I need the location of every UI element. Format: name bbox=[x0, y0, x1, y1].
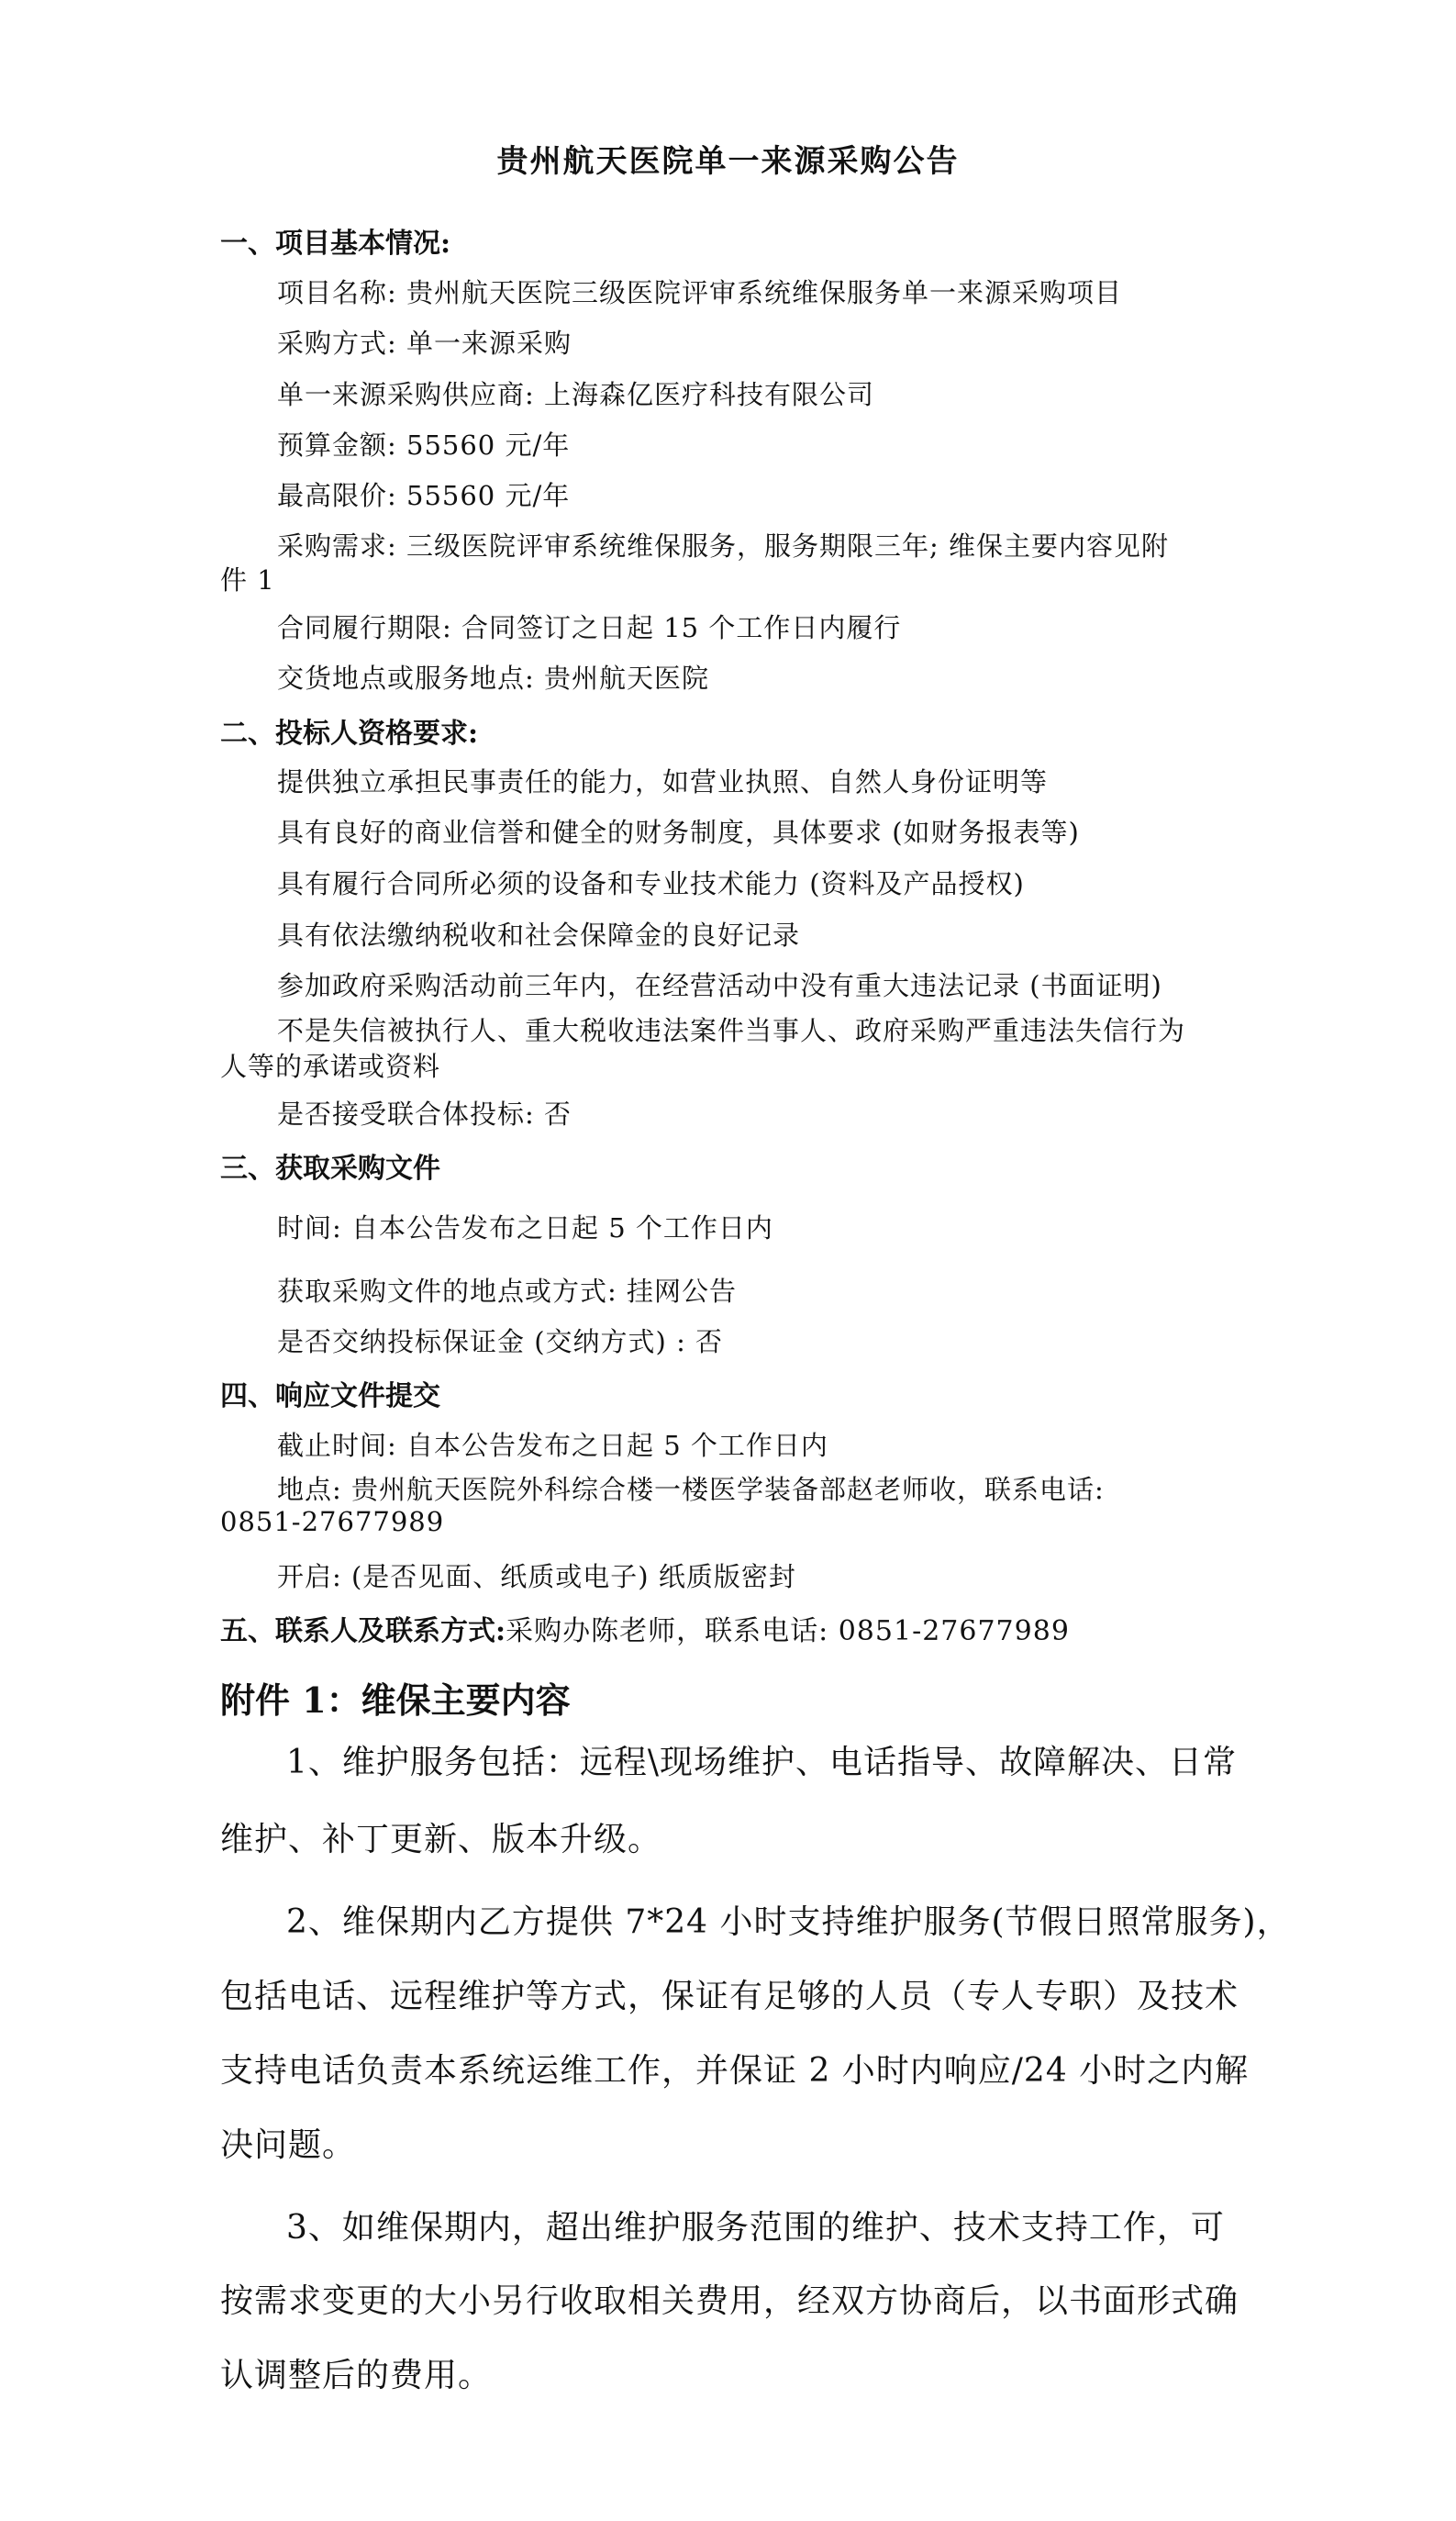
contact-info: 采购办陈老师，联系电话: 0851-27677989 bbox=[506, 1615, 1070, 1647]
attachment-p1-line2: 维护、补丁更新、版本升级。 bbox=[220, 1821, 662, 1858]
submission-deadline: 截止时间: 自本公告发布之日起 5 个工作日内 bbox=[277, 1430, 828, 1461]
consortium-bid: 是否接受联合体投标: 否 bbox=[277, 1099, 572, 1130]
submission-address-line1: 地点: 贵州航天医院外科综合楼一楼医学装备部赵老师收，联系电话: bbox=[277, 1474, 1105, 1505]
attachment-p2-line2: 包括电话、远程维护等方式，保证有足够的人员（专人专职）及技术 bbox=[220, 1978, 1239, 2015]
section4-heading: 四、响应文件提交 bbox=[220, 1380, 440, 1412]
attachment-p3-line3: 认调整后的费用。 bbox=[220, 2357, 493, 2394]
supplier: 单一来源采购供应商: 上海森亿医疗科技有限公司 bbox=[277, 379, 874, 410]
opening-method: 开启: (是否见面、纸质或电子) 纸质版密封 bbox=[277, 1561, 796, 1592]
contact-row bbox=[220, 1608, 1070, 1648]
qualification-item: 具有履行合同所必须的设备和专业技术能力 (资料及产品授权) bbox=[277, 868, 1025, 899]
qualification-item: 具有良好的商业信誉和健全的财务制度，具体要求 (如财务报表等) bbox=[277, 817, 1080, 848]
attachment-p2-line3: 支持电话负责本系统运维工作，并保证 2 小时内响应/24 小时之内解 bbox=[220, 2052, 1250, 2090]
delivery-location: 交货地点或服务地点: 贵州航天医院 bbox=[277, 663, 709, 694]
max-price: 最高限价: 55560 元/年 bbox=[277, 480, 571, 511]
section5-heading: 五、联系人及联系方式: bbox=[220, 1615, 506, 1647]
attachment-p1-line1: 1、维护服务包括：远程\现场维护、电话指导、故障解决、日常 bbox=[286, 1744, 1238, 1781]
qualification-item: 提供独立承担民事责任的能力，如营业执照、自然人身份证明等 bbox=[277, 766, 1049, 798]
attachment-p2-line1: 2、维保期内乙方提供 7*24 小时支持维护服务(节假日照常服务)， bbox=[286, 1903, 1291, 1941]
acquire-location: 获取采购文件的地点或方式: 挂网公告 bbox=[277, 1276, 737, 1307]
demand-line2: 件 1 bbox=[220, 564, 275, 596]
section3-heading: 三、获取采购文件 bbox=[220, 1153, 440, 1185]
qualification-item: 具有依法缴纳税收和社会保障金的良好记录 bbox=[277, 920, 801, 951]
dishonest-line2: 人等的承诺或资料 bbox=[220, 1051, 441, 1082]
qualification-item: 参加政府采购活动前三年内，在经营活动中没有重大违法记录 (书面证明) bbox=[277, 970, 1162, 1001]
demand-line1: 采购需求: 三级医院评审系统维保服务，服务期限三年; 维保主要内容见附 bbox=[277, 530, 1169, 562]
section2-heading: 二、投标人资格要求: bbox=[220, 718, 479, 750]
acquire-time: 时间: 自本公告发布之日起 5 个工作日内 bbox=[277, 1212, 773, 1244]
budget-amount: 预算金额: 55560 元/年 bbox=[277, 429, 571, 461]
section1-heading: 一、项目基本情况: bbox=[220, 228, 451, 260]
project-name: 项目名称: 贵州航天医院三级医院评审系统维保服务单一来源采购项目 bbox=[277, 277, 1122, 308]
attachment-p3-line2: 按需求变更的大小另行收取相关费用，经双方协商后，以书面形式确 bbox=[220, 2282, 1239, 2320]
document-title: 贵州航天医院单一来源采购公告 bbox=[496, 143, 960, 180]
attachment-p3-line1: 3、如维保期内，超出维护服务范围的维护、技术支持工作，可 bbox=[286, 2209, 1225, 2247]
procurement-method: 采购方式: 单一来源采购 bbox=[277, 328, 572, 359]
dishonest-line1: 不是失信被执行人、重大税收违法案件当事人、政府采购严重违法失信行为 bbox=[277, 1015, 1186, 1046]
contract-period: 合同履行期限: 合同签订之日起 15 个工作日内履行 bbox=[277, 612, 902, 643]
submission-address-line2: 0851-27677989 bbox=[220, 1506, 445, 1537]
attachment-p2-line4: 决问题。 bbox=[220, 2126, 357, 2164]
attachment-heading: 附件 1：维保主要内容 bbox=[220, 1679, 571, 1721]
bid-deposit: 是否交纳投标保证金 (交纳方式) : 否 bbox=[277, 1326, 724, 1357]
